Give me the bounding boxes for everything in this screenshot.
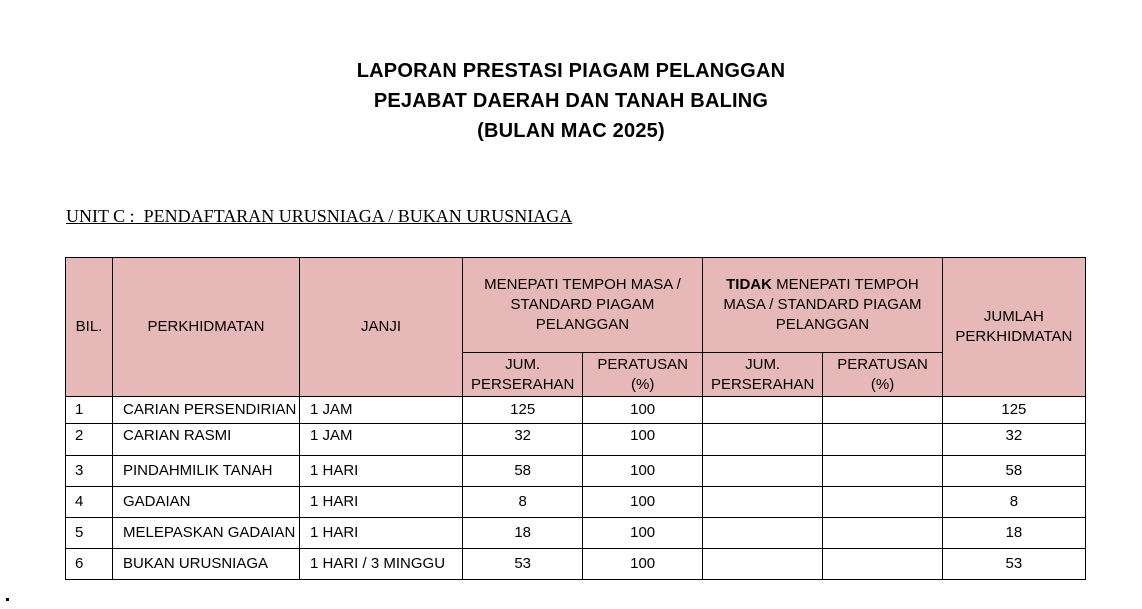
header-menepati <box>463 258 703 353</box>
header-tidak-text: MENEPATI TEMPOH MASA / STANDARD PIAGAM PELANGGAN <box>723 276 922 333</box>
cell-peratus-tidak <box>823 424 943 456</box>
cell-jumlah: 125 <box>942 397 1085 424</box>
cell-peratus-tidak <box>823 549 943 580</box>
cell-janji: 1 HARI <box>300 456 463 487</box>
cell-janji: 1 HARI <box>300 487 463 518</box>
cell-jumlah: 53 <box>942 549 1085 580</box>
table-row <box>66 549 1086 580</box>
cell-jum-menepati: 58 <box>463 456 583 487</box>
cell-jum-tidak <box>702 397 822 424</box>
cell-peratus-tidak <box>823 487 943 518</box>
cell-janji: 1 JAM <box>300 397 463 424</box>
cell-jumlah: 18 <box>942 518 1085 549</box>
stray-dot <box>6 598 9 601</box>
unit-heading: UNIT C : PENDAFTARAN URUSNIAGA / BUKAN URUSNIAGA <box>66 206 573 226</box>
cell-perkhidmatan: PINDAHMILIK TANAH <box>113 456 300 487</box>
cell-jumlah: 32 <box>942 424 1085 456</box>
header-tidak-bold: TIDAK <box>726 276 772 293</box>
cell-peratus-menepati: 100 <box>583 397 703 424</box>
cell-janji: 1 HARI <box>300 518 463 549</box>
header-tidak-menepati <box>702 258 942 353</box>
cell-perkhidmatan: CARIAN PERSENDIRIAN <box>113 397 300 424</box>
header-jumlah <box>942 258 1085 397</box>
cell-peratus-tidak <box>823 456 943 487</box>
cell-jumlah: 8 <box>942 487 1085 518</box>
cell-perkhidmatan: MELEPASKAN GADAIAN <box>113 518 300 549</box>
cell-jum-tidak <box>702 456 822 487</box>
report-title <box>0 56 1142 146</box>
cell-jum-tidak <box>702 549 822 580</box>
cell-jum-menepati: 125 <box>463 397 583 424</box>
table-row <box>66 456 1086 487</box>
cell-peratus-tidak <box>823 397 943 424</box>
cell-peratus-menepati: 100 <box>583 518 703 549</box>
header-peratusan-tidak: PERATUSAN (%) <box>823 353 943 397</box>
table-row <box>66 397 1086 424</box>
title-line-3: (BULAN MAC 2025) <box>477 120 665 142</box>
cell-bil: 6 <box>66 549 113 580</box>
header-jum-perserahan-tidak: JUM. PERSERAHAN <box>702 353 822 397</box>
cell-perkhidmatan: CARIAN RASMI <box>113 424 300 456</box>
header-janji: JANJI <box>300 258 463 397</box>
cell-bil: 4 <box>66 487 113 518</box>
table-row <box>66 487 1086 518</box>
cell-bil: 3 <box>66 456 113 487</box>
cell-jum-menepati: 32 <box>463 424 583 456</box>
table-row <box>66 424 1086 456</box>
cell-jum-menepati: 53 <box>463 549 583 580</box>
cell-peratus-tidak <box>823 518 943 549</box>
cell-peratus-menepati: 100 <box>583 456 703 487</box>
title-line-2: PEJABAT DAERAH DAN TANAH BALING <box>373 90 769 112</box>
cell-bil: 5 <box>66 518 113 549</box>
cell-peratus-menepati: 100 <box>583 424 703 456</box>
header-jumlah-text: JUMLAH PERKHIDMATAN <box>955 308 1073 345</box>
cell-janji: 1 JAM <box>300 424 463 456</box>
title-line-1: LAPORAN PRESTASI PIAGAM PELANGGAN <box>356 60 786 82</box>
header-perkhidmatan: PERKHIDMATAN <box>113 258 300 397</box>
cell-jum-tidak <box>702 424 822 456</box>
cell-janji: 1 HARI / 3 MINGGU <box>300 549 463 580</box>
cell-perkhidmatan: GADAIAN <box>113 487 300 518</box>
cell-peratus-menepati: 100 <box>583 549 703 580</box>
cell-jum-tidak <box>702 487 822 518</box>
cell-peratus-menepati: 100 <box>583 487 703 518</box>
table-row <box>66 518 1086 549</box>
cell-jum-menepati: 18 <box>463 518 583 549</box>
performance-table <box>65 257 1086 580</box>
header-jum-perserahan-menepati: JUM. PERSERAHAN <box>463 353 583 397</box>
cell-bil: 1 <box>66 397 113 424</box>
header-peratusan-menepati: PERATUSAN (%) <box>583 353 703 397</box>
cell-jumlah: 58 <box>942 456 1085 487</box>
cell-jum-tidak <box>702 518 822 549</box>
cell-perkhidmatan: BUKAN URUSNIAGA <box>113 549 300 580</box>
cell-bil: 2 <box>66 424 113 456</box>
header-bil: BIL. <box>66 258 113 397</box>
cell-jum-menepati: 8 <box>463 487 583 518</box>
header-menepati-text: MENEPATI TEMPOH MASA / STANDARD PIAGAM PELANGGAN <box>484 276 681 333</box>
